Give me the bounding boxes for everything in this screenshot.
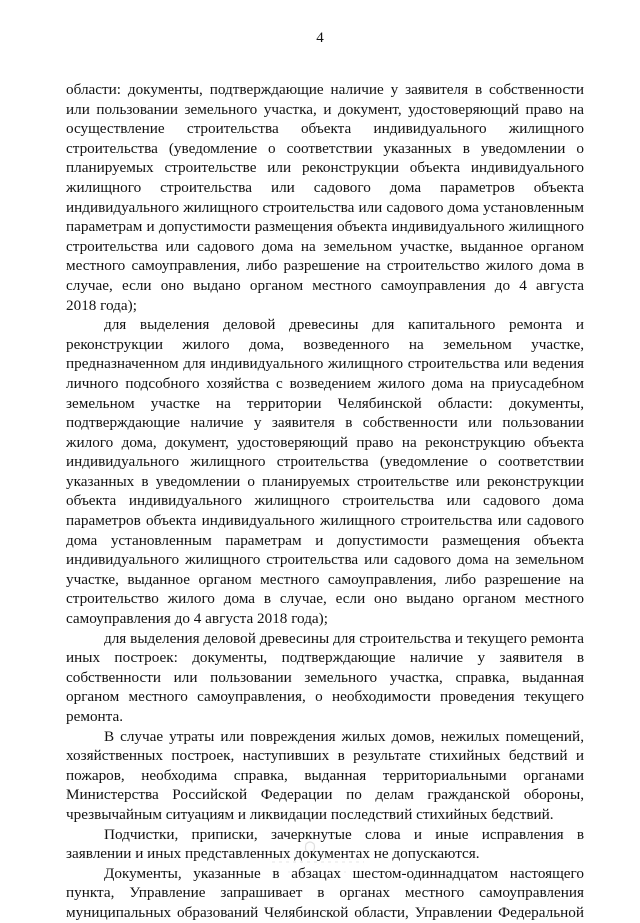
text-line: объекта индивидуального жилищного строительства или садового дома [66, 492, 584, 510]
text-line: параметров объекта индивидуального жилищного строительства или садового [66, 512, 584, 530]
paragraph [66, 80, 584, 315]
text-line: чрезвычайным ситуациям и ликвидации последствий стихийных бедствий. [66, 805, 554, 823]
text-line: области: документы, подтверждающие наличие у заявителя в собственности [66, 81, 584, 98]
text-line: самоуправления до 4 августа 2018 года); [66, 610, 328, 628]
text-line: ремонта. [66, 708, 124, 725]
text-line: индивидуального жилищного строительства или садового дома на земельном [66, 551, 584, 569]
text-line: строительства или садового дома на земельном участке, выданное органом [66, 237, 584, 255]
text-line: строительство жилого дома в случае, если оно выдано органом местного [66, 590, 584, 608]
text-line: хозяйственных построек, наступивших в результате стихийных бедствий и [66, 747, 584, 765]
text-line: земельном участке на территории Челябинской области: документы, [66, 394, 584, 412]
text-line: собственности или пользовании земельного участка, справка, выданная [66, 668, 584, 686]
text-line: случае, если оно выдано органом местного самоуправления до 4 августа [66, 276, 584, 294]
text-line: 2018 года); [66, 296, 137, 314]
text-line: заявлении и иных представленных документах не допускаются. [66, 845, 480, 863]
text-line: пожаров, необходима справка, выданная территориальными органами [66, 766, 584, 784]
text-line: планируемых строительстве или реконструкции объекта индивидуального [66, 159, 584, 177]
text-line: муниципальных образований Челябинской области, Управлении Федеральной [66, 903, 584, 921]
text-line: В случае утраты или повреждения жилых домов, нежилых помещений, [104, 727, 584, 745]
text-line: строительства (уведомление о соответствии указанных в уведомлении о [66, 139, 584, 157]
text-line: для выделения деловой древесины для капитального ремонта и [104, 316, 584, 334]
text-line: индивидуального жилищного строительства (уведомление о соответствии [66, 453, 584, 471]
text-line: Подчистки, приписки, зачеркнутые слова и иные исправления в [104, 825, 584, 843]
text-line: дома установленным параметрам и допустимости размещения объекта [66, 531, 584, 549]
text-line: Документы, указанные в абзацах шестом-одиннадцатом настоящего [104, 864, 584, 882]
text-line: реконструкции жилого дома, возведенного на земельном участке, [66, 335, 584, 353]
text-line: личного подсобного хозяйства с возведением жилого дома на приусадебном [66, 374, 584, 392]
text-line: Министерства Российской Федерации по делам гражданской обороны, [66, 786, 584, 804]
text-line: предназначенном для индивидуального жилищного строительства или ведения [66, 355, 584, 373]
text-line: пункта, Управление запрашивает в органах местного самоуправления [66, 884, 584, 902]
text-line: или пользовании земельного участка, и документ, удостоверяющий право на [66, 100, 584, 118]
text-line: осуществление строительства объекта индивидуального жилищного [66, 120, 584, 138]
text-line: подтверждающие наличие у заявителя в собственности или пользовании [66, 414, 584, 432]
text-line: параметрам и допустимости размещения объекта индивидуального жилищного [66, 218, 584, 236]
page-number: 4 [316, 30, 324, 46]
faint-stamp-mark [268, 838, 368, 890]
text-line: иных построек: документы, подтверждающие наличие у заявителя в [66, 649, 584, 667]
text-line: индивидуального жилищного строительства или садового дома установленным [66, 198, 584, 216]
text-line: для выделения деловой древесины для строительства и текущего ремонта [104, 629, 584, 647]
paragraph [66, 629, 584, 727]
paragraph [66, 315, 584, 629]
paragraph [66, 727, 584, 825]
text-line: органом местного самоуправления, о необходимости проведения текущего [66, 688, 584, 706]
text-line: жилищного строительства или садового дома параметров объекта [66, 178, 584, 196]
text-line: указанных в уведомлении о планируемых строительстве или реконструкции [66, 472, 584, 490]
document-body [66, 80, 584, 923]
text-line: местного самоуправления, либо разрешение на строительство жилого дома в [66, 257, 584, 275]
text-line: жилого дома, документ, удостоверяющий право на реконструкцию объекта [66, 433, 584, 451]
text-line: участке, выданное органом местного самоуправления, либо разрешение на [66, 570, 584, 588]
